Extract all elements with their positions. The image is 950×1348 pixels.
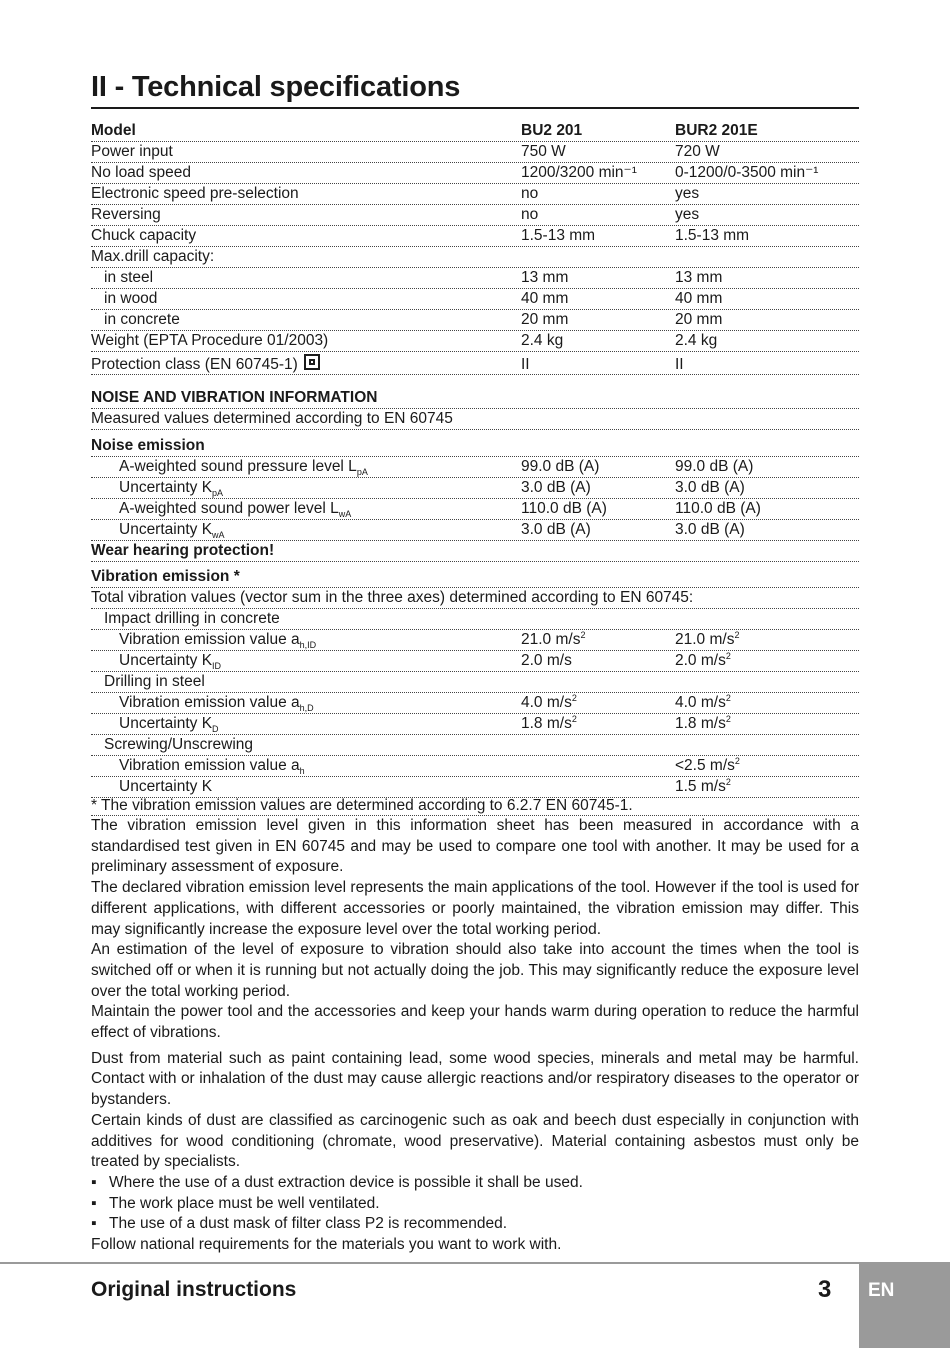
vibration-value-bur2: 2.0 $m/s^2$: [675, 651, 731, 669]
spec-row-power: [91, 142, 859, 163]
vibration-screw-value-row: [91, 756, 859, 777]
noise-emission-heading: [91, 436, 859, 457]
spec-value-bur2: 1.5-13 mm: [675, 227, 750, 244]
section-heading: Noise emission: [91, 437, 205, 454]
paragraph: Certain kinds of dust are classified as carcinogenic such as oak and beech dust especially in conjunction with additives for wood conditioning (chromate, wood preservative). Material containing asbestos must only be treated by specialists.: [91, 1111, 859, 1171]
spec-row-max-drill: [91, 247, 859, 268]
vibration-value-bur2: 4.0 $m/s^2$: [675, 693, 731, 711]
vibration-label: Uncertainty $K_D$: [119, 715, 219, 734]
bullet-text: The use of a dust mask of filter class P2 is recommended.: [109, 1215, 508, 1233]
paragraph: The vibration emission level given in this information sheet has been measured in accordance with a standardised test given in EN 60745 and may be used to compare one tool with another. It may be used for a preliminary assessment of exposure.: [91, 817, 859, 876]
vibration-mode-label: Impact drilling in concrete: [104, 610, 280, 627]
vibration-steel-value-row: [91, 693, 859, 714]
spec-label: in concrete: [104, 311, 180, 328]
spec-value-bu2: no: [521, 206, 539, 223]
spec-value-bur2: 13 mm: [675, 269, 723, 286]
spec-value-bur2: II: [675, 356, 684, 373]
noise-label: Uncertainty $K_{pA}$: [119, 479, 224, 498]
vibration-screw-row: [91, 735, 859, 756]
bullet-text: Where the use of a dust extraction device is possible it shall be used.: [109, 1173, 583, 1191]
bullet-marker: ▪: [91, 1215, 97, 1233]
spec-value-bu2: 750 W: [521, 143, 566, 160]
spec-value-bu2: 1200/3200 min⁻¹: [521, 164, 637, 181]
vibration-value-bur2: 1.5 $m/s^2$: [675, 777, 731, 795]
noise-value-bu2: 99.0 dB (A): [521, 458, 600, 475]
vibration-impact-uncertainty-row: [91, 651, 859, 672]
vibration-impact-row: [91, 609, 859, 630]
measured-text: Measured values determined according to EN 60745: [91, 410, 453, 427]
language-label: EN: [868, 1280, 895, 1301]
spec-row-preselection: [91, 184, 859, 205]
spec-value-bu2: 1.5-13 mm: [521, 227, 596, 244]
bullet-marker: ▪: [91, 1173, 97, 1191]
spec-value-bu2: 2.4 kg: [521, 332, 564, 349]
spec-label: Protection class (EN 60745-1): [91, 356, 298, 373]
double-insulation-icon: [304, 354, 320, 370]
footer-label: Original instructions: [91, 1278, 297, 1301]
vibration-screw-uncertainty-row: [91, 777, 859, 798]
section-heading: Vibration emission *: [91, 568, 240, 585]
spec-row-speed: [91, 163, 859, 184]
paragraph: Maintain the power tool and the accessories and keep your hands warm during operation to reduce the harmful effect of vibrations.: [91, 1003, 859, 1042]
vibration-steel-row: [91, 672, 859, 693]
spec-label: Electronic speed pre-selection: [91, 185, 299, 202]
page-title: II - Technical specifications: [91, 68, 859, 109]
paragraph: The declared vibration emission level represents the main applications of the tool. However if the tool is used for different applications, with different accessories or poorly maintained, the vibration emission may differ. This may significantly increase the exposure level over the total working period.: [91, 879, 859, 938]
spec-value-bu2: 13 mm: [521, 269, 569, 286]
bullet-item: [91, 1194, 859, 1215]
spec-value-bur2: 2.4 kg: [675, 332, 718, 349]
vibration-emission-heading: [91, 567, 859, 588]
noise-row-power: [91, 499, 859, 520]
vibration-value-bur2: 1.8 $m/s^2$: [675, 714, 731, 732]
vibration-value-bur2: <2.5 $m/s^2$: [675, 756, 740, 774]
vibration-label: Uncertainty $K_{ID}$: [119, 652, 222, 671]
spec-value-bur2: yes: [675, 206, 700, 223]
vibration-value-bu2: 21.0 $m/s^2$: [521, 630, 586, 648]
bullet-text: The work place must be well ventilated.: [109, 1194, 380, 1212]
spec-value-bur2: 20 mm: [675, 311, 723, 328]
vibration-steel-uncertainty-row: [91, 714, 859, 735]
spec-row-model: [91, 121, 859, 142]
spec-row-weight: [91, 331, 859, 352]
vibration-total-text: Total vibration values (vector sum in the three axes) determined according to EN 60745:: [91, 589, 694, 606]
section-heading: NOISE AND VIBRATION INFORMATION: [91, 389, 378, 406]
noise-label: Uncertainty $K_{wA}$: [119, 521, 225, 540]
footer-divider: [0, 1262, 859, 1264]
hearing-warning: Wear hearing protection!: [91, 542, 275, 559]
spec-row-chuck: [91, 226, 859, 247]
spec-label: Weight (EPTA Procedure 01/2003): [91, 332, 329, 349]
vibration-value-bur2: 21.0 $m/s^2$: [675, 630, 740, 648]
vibration-label: Uncertainty K: [119, 778, 213, 795]
hearing-protection-row: [91, 541, 859, 562]
measured-values-row: [91, 409, 859, 430]
page-number: 3: [818, 1276, 832, 1303]
spec-value-bur2: yes: [675, 185, 700, 202]
spec-value-bu2: 40 mm: [521, 290, 569, 307]
noise-label: A-weighted sound power level $L_{wA}$: [119, 500, 352, 519]
paragraph: Follow national requirements for the materials you want to work with.: [91, 1236, 562, 1254]
noise-value-bu2: 3.0 dB (A): [521, 521, 591, 538]
noise-value-bur2: 3.0 dB (A): [675, 479, 745, 496]
bullet-item: [91, 1214, 859, 1235]
spec-value-bur2: 720 W: [675, 143, 720, 160]
bullet-marker: ▪: [91, 1194, 97, 1212]
spec-row-reversing: [91, 205, 859, 226]
spec-value-bur2: BUR2 201E: [675, 122, 758, 139]
spec-value-bu2: II: [521, 356, 530, 373]
noise-row-pressure: [91, 457, 859, 478]
vibration-mode-label: Drilling in steel: [104, 673, 205, 690]
noise-value-bur2: 110.0 dB (A): [675, 500, 761, 517]
spec-label-wrap: [91, 352, 320, 378]
noise-value-bu2: 3.0 dB (A): [521, 479, 591, 496]
spec-value-bur2: 40 mm: [675, 290, 723, 307]
spec-label: in steel: [104, 269, 154, 286]
spec-label: Reversing: [91, 206, 161, 223]
vibration-impact-value-row: [91, 630, 859, 651]
paragraph: Dust from material such as paint containing lead, some wood species, minerals and metal may be harmful. Contact with or inhalation of the dust may cause allergic reactions and/or respiratory diseases to the operator or bystanders.: [91, 1049, 859, 1109]
spec-label: Max.drill capacity:: [91, 248, 215, 265]
vibration-mode-label: Screwing/Unscrewing: [104, 736, 254, 753]
spec-value-bu2: BU2 201: [521, 122, 583, 139]
spec-value-bu2: no: [521, 185, 539, 202]
noise-vibration-heading: [91, 388, 859, 409]
noise-label: A-weighted sound pressure level $L_{pA}$: [119, 458, 368, 477]
spec-label: Power input: [91, 143, 173, 160]
spec-row-concrete: [91, 310, 859, 331]
vibration-label: Vibration emission value $a_{h,ID}$: [119, 631, 317, 650]
vibration-footnote-row: [91, 797, 859, 816]
body-text: [91, 816, 859, 1256]
spec-label: No load speed: [91, 164, 191, 181]
spec-label: Chuck capacity: [91, 227, 197, 244]
footnote: * The vibration emission values are determined according to 6.2.7 EN 60745-1.: [91, 797, 633, 814]
spec-row-protection: [91, 352, 859, 375]
language-tab: [859, 1262, 950, 1348]
vibration-value-bu2: 4.0 $m/s^2$: [521, 693, 577, 711]
spec-row-wood: [91, 289, 859, 310]
spec-label: Model: [91, 122, 136, 139]
vibration-total-row: [91, 588, 859, 609]
vibration-value-bu2: 1.8 $m/s^2$: [521, 714, 577, 732]
vibration-label: Vibration emission value $a_h$: [119, 757, 305, 776]
spec-row-steel: [91, 268, 859, 289]
noise-value-bur2: 3.0 dB (A): [675, 521, 745, 538]
noise-row-power-uncertainty: [91, 520, 859, 541]
noise-row-pressure-uncertainty: [91, 478, 859, 499]
noise-value-bu2: 110.0 dB (A): [521, 500, 607, 517]
paragraph: An estimation of the level of exposure to vibration should also take into account the times when the tool is switched off or when it is running but not actually doing the job. This may significantly reduce the exposure level over the total working period.: [91, 941, 859, 1000]
noise-value-bur2: 99.0 dB (A): [675, 458, 754, 475]
bullet-item: [91, 1173, 859, 1194]
spec-value-bur2: 0-1200/0-3500 min⁻¹: [675, 164, 819, 181]
spec-label: in wood: [104, 290, 158, 307]
vibration-value-bu2: 2.0 m/s: [521, 652, 572, 669]
vibration-label: Vibration emission value $a_{h,D}$: [119, 694, 314, 713]
spec-value-bu2: 20 mm: [521, 311, 569, 328]
